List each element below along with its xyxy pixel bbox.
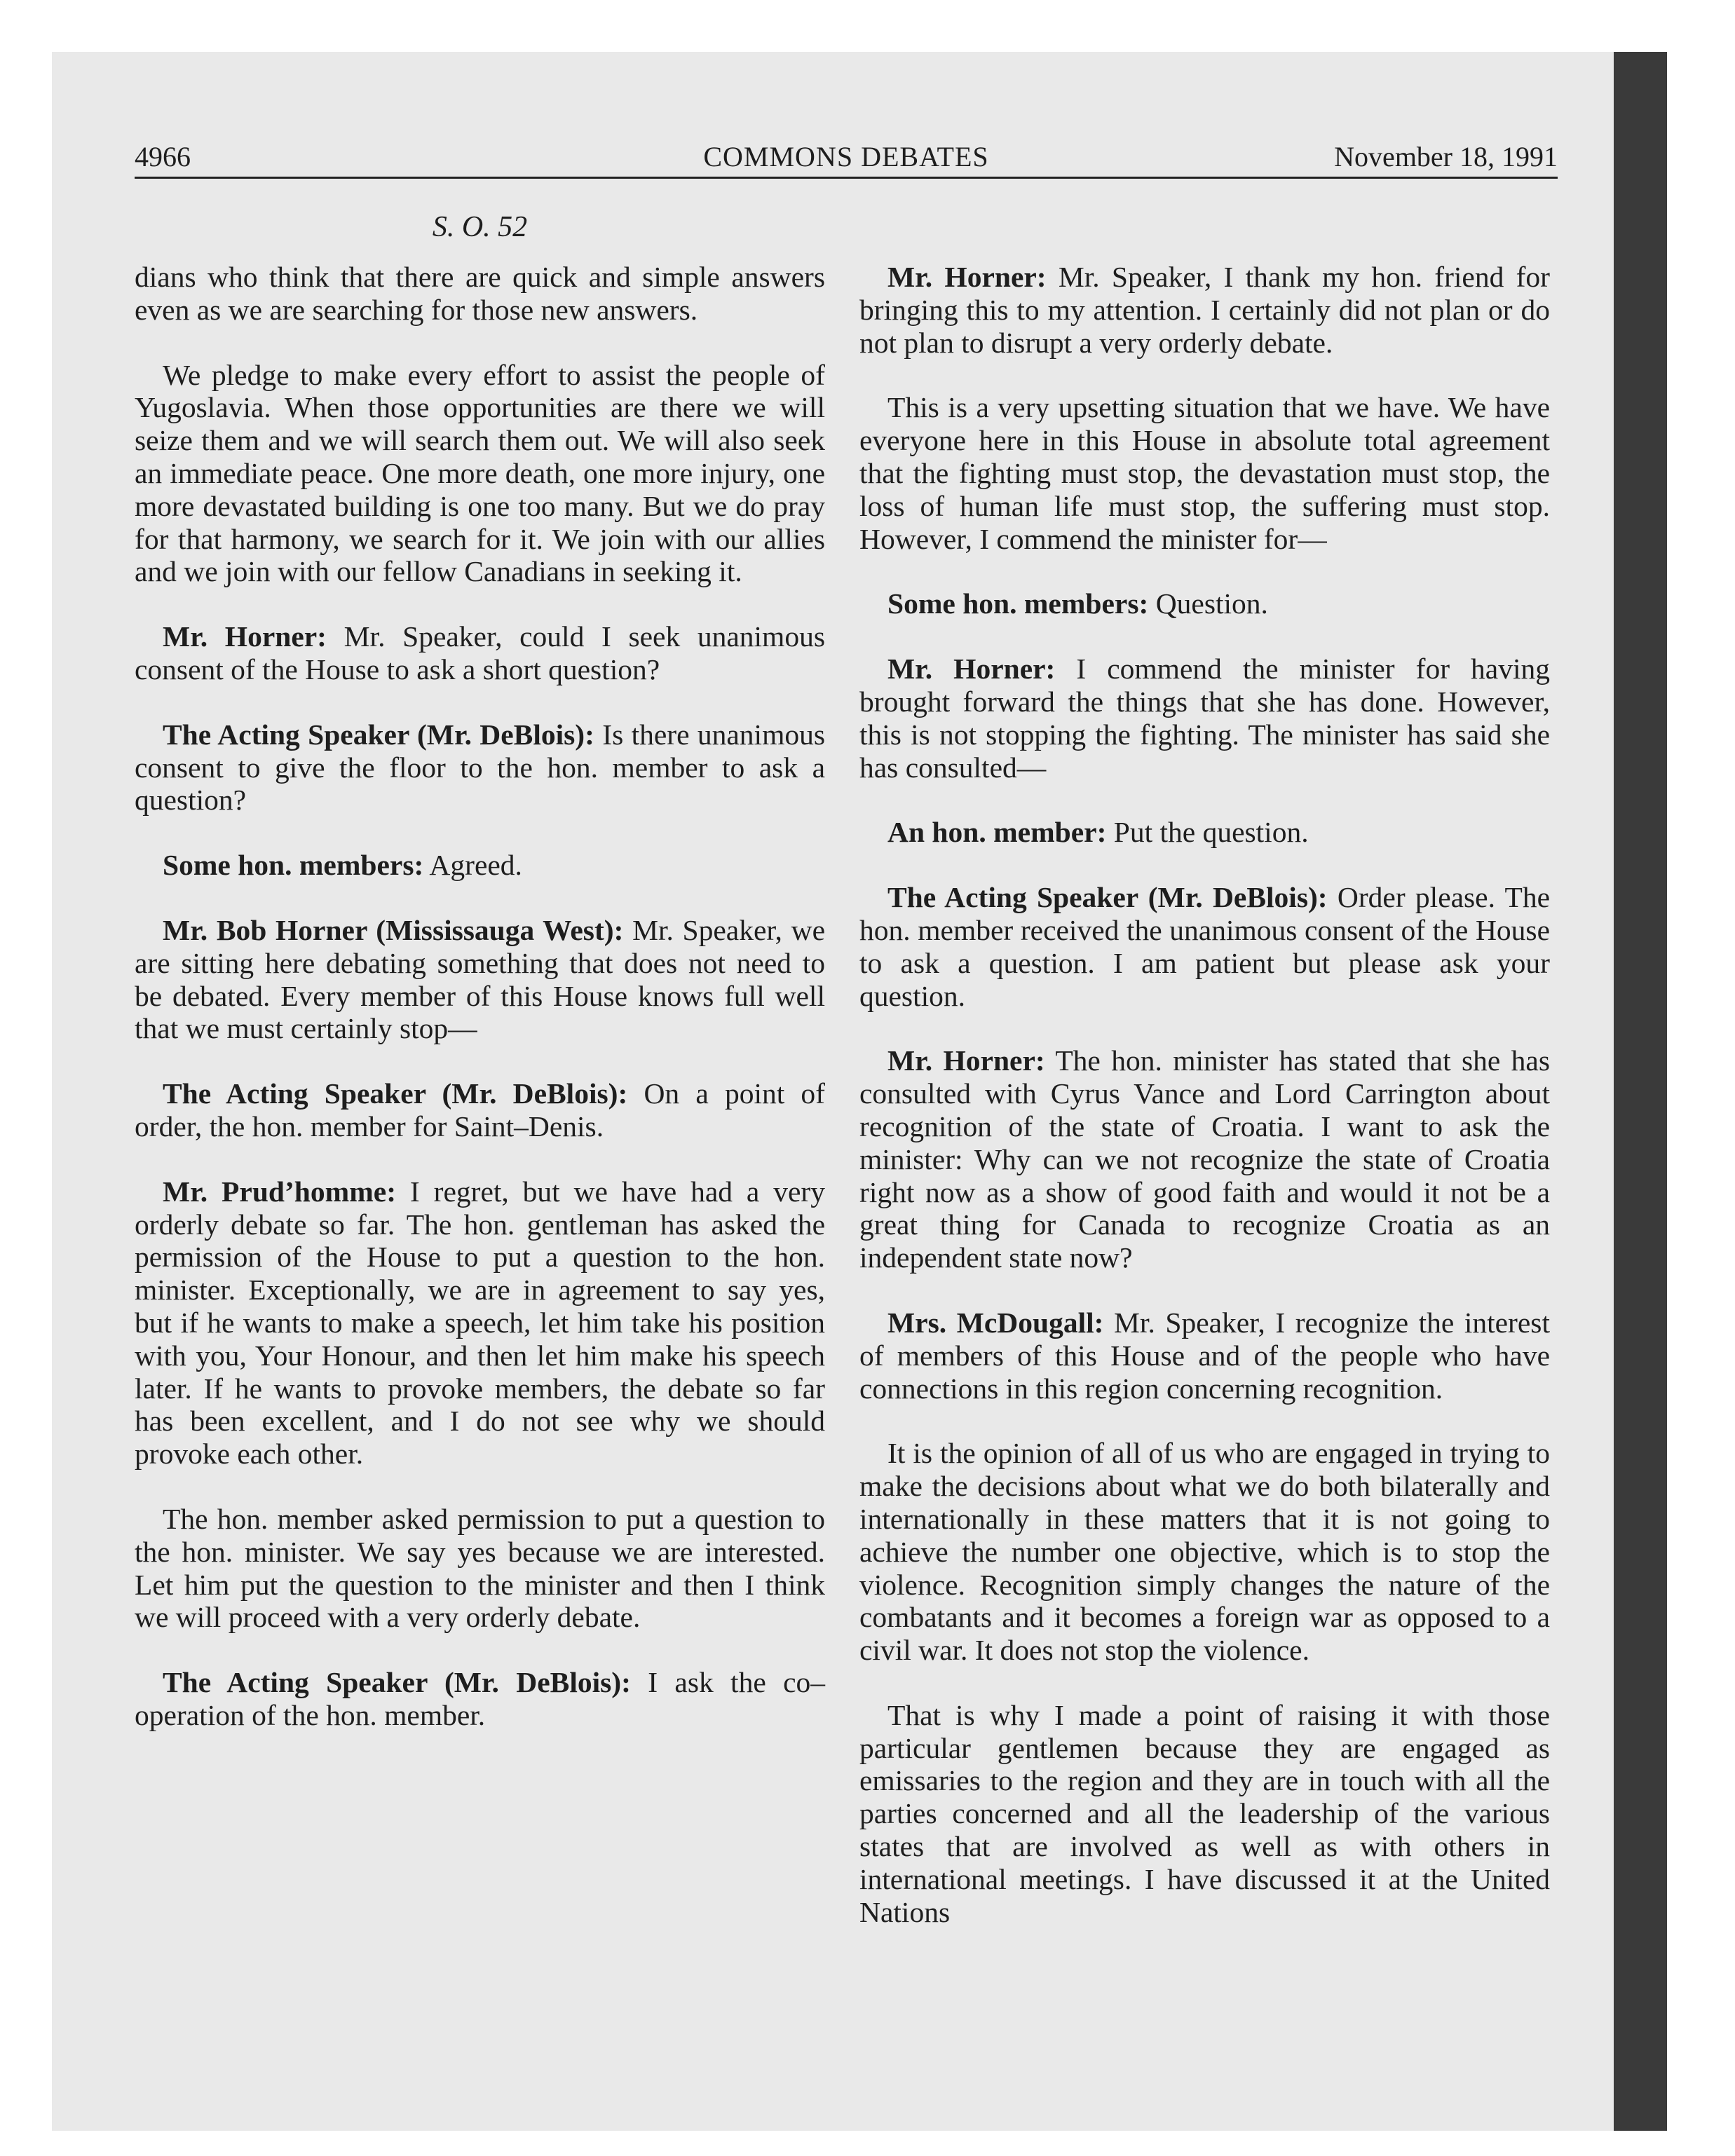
paragraph-text: Is there unanimous consent to give the floor to the hon. member to ask a question? xyxy=(135,718,825,817)
speaker-name: The Acting Speaker (Mr. DeBlois): xyxy=(163,1666,631,1699)
speaker-name: Mr. Horner: xyxy=(887,653,1056,685)
section-label: S. O. 52 xyxy=(432,211,528,243)
paragraph-text: Put the question. xyxy=(1106,816,1309,849)
speaker-name: Some hon. members: xyxy=(163,849,424,882)
paragraph-text: The hon. minister has stated that she has consulted with Cyrus Vance and Lord Carrington about recognition of the state of Croatia. I want to ask the minister: Why can we not recognize the state of Croatia right now as a show of good faith and would it not be a great thing for Canada to recognize Croatia as an independent state now? xyxy=(859,1044,1550,1274)
left-column xyxy=(135,261,825,1764)
paragraph-text: We pledge to make every effort to assist the people of Yugoslavia. When those opportunities are there we will seize them and we will search them out. We will also seek an immediate peace. One more death, one more injury, one more devastated building is one too many. But we do pray for that harmony, we search for it. We join with our allies and we join with our fellow Canadians in seeking it. xyxy=(135,358,825,588)
paragraph xyxy=(859,1437,1550,1667)
paragraph xyxy=(135,1175,825,1471)
speaker-name: The Acting Speaker (Mr. DeBlois): xyxy=(887,881,1328,914)
paragraph xyxy=(859,816,1550,849)
header-rule xyxy=(135,177,1558,179)
paragraph xyxy=(135,718,825,817)
paragraph-text: Mr. Speaker, could I seek unanimous consent of the House to ask a short question? xyxy=(135,620,825,685)
paragraph xyxy=(859,587,1550,620)
page-header xyxy=(135,137,1558,177)
paragraph xyxy=(135,620,825,686)
paragraph-text: Mr. Speaker, I thank my hon. friend for bringing this to my attention. I certainly did not plan or do not plan to disrupt a very orderly debate. xyxy=(859,261,1550,359)
paragraph xyxy=(859,1699,1550,1929)
speaker-name: Some hon. members: xyxy=(887,587,1149,620)
paragraph xyxy=(859,1306,1550,1405)
speaker-name: Mr. Horner: xyxy=(887,1044,1045,1077)
paragraph-text: I regret, but we have had a very orderly debate so far. The hon. gentleman has asked the permission of the House to put a question to the hon. minister. Exceptionally, we are in agreement to say yes, but if he wants to make a speech, let him take his position with you, Your Honour, and then let him make his speech later. If he wants to provoke members, the debate so far has been excellent, and I do not see why we should provoke each other. xyxy=(135,1175,825,1471)
paragraph xyxy=(859,391,1550,555)
speaker-name: The Acting Speaker (Mr. DeBlois): xyxy=(163,718,594,751)
speaker-name: Mrs. McDougall: xyxy=(887,1306,1104,1339)
paragraph xyxy=(135,849,825,882)
speaker-name: Mr. Bob Horner (Mississauga West): xyxy=(163,913,624,946)
paragraph xyxy=(135,261,825,327)
paragraph xyxy=(859,881,1550,1012)
paragraph-text: Agreed. xyxy=(423,849,522,882)
paragraph-text: Question. xyxy=(1148,587,1268,620)
page-number: 4966 xyxy=(135,141,191,172)
paragraph xyxy=(135,1666,825,1732)
paragraph-text: On a point of order, the hon. member for Saint–Denis. xyxy=(135,1077,825,1142)
speaker-name: Mr. Prud’homme: xyxy=(163,1175,397,1208)
paragraph-text: Mr. Speaker, we are sitting here debating something that does not need to be debated. Every member of this House knows full well that we must certainly stop— xyxy=(135,913,825,1045)
paragraph-text: Order please. The hon. member received the unanimous consent of the House to ask a question. I am patient but please ask your question. xyxy=(859,881,1550,1012)
paragraph xyxy=(135,359,825,589)
paragraph-text: dians who think that there are quick and simple answers even as we are searching for those new answers. xyxy=(135,261,825,326)
paragraph xyxy=(859,1044,1550,1274)
paragraph-text: That is why I made a point of raising it with those particular gentlemen because they are engaged as emissaries to the region and they are in touch with all the parties concerned and all the leadership of the various states that are involved as well as with others in international meetings. I have discussed it at the United Nations xyxy=(859,1698,1550,1928)
speaker-name: Mr. Horner: xyxy=(163,620,327,653)
speaker-name: An hon. member: xyxy=(887,816,1107,849)
right-column xyxy=(859,261,1550,1960)
scan-edge-shadow xyxy=(1614,52,1667,2131)
paragraph xyxy=(135,914,825,1045)
paragraph xyxy=(135,1503,825,1634)
speaker-name: Mr. Horner: xyxy=(887,261,1047,293)
paragraph-text: It is the opinion of all of us who are engaged in trying to make the decisions about what we do both bilaterally and internationally in these matters that it is not going to achieve the number one objective, which is to stop the violence. Recognition simply changes the nature of the combatants and it becomes a foreign war as opposed to a civil war. It does not stop the violence. xyxy=(859,1437,1550,1667)
paragraph-text: I commend the minister for having brought forward the things that she has done. However, this is not stopping the fighting. The minister has said she has consulted— xyxy=(859,653,1550,784)
paragraph-text: The hon. member asked permission to put a question to the hon. minister. We say yes because we are interested. Let him put the question to the minister and then I think we will proceed with a very orderly debate. xyxy=(135,1502,825,1634)
paragraph-text: Mr. Speaker, I recognize the interest of members of this House and of the people who have connections in this region concerning recognition. xyxy=(859,1306,1550,1405)
speaker-name: The Acting Speaker (Mr. DeBlois): xyxy=(163,1077,628,1110)
page-date: November 18, 1991 xyxy=(1334,141,1558,172)
publication-title: COMMONS DEBATES xyxy=(703,141,989,172)
paragraph xyxy=(135,1077,825,1143)
paragraph-text: I ask the co–operation of the hon. member. xyxy=(135,1666,825,1731)
paragraph xyxy=(859,261,1550,359)
paragraph xyxy=(859,653,1550,784)
paragraph-text: This is a very upsetting situation that we have. We have everyone here in this House in absolute total agreement that the fighting must stop, the devastation must stop, the loss of human life must stop, the suffering must stop. However, I commend the minister for— xyxy=(859,391,1550,555)
